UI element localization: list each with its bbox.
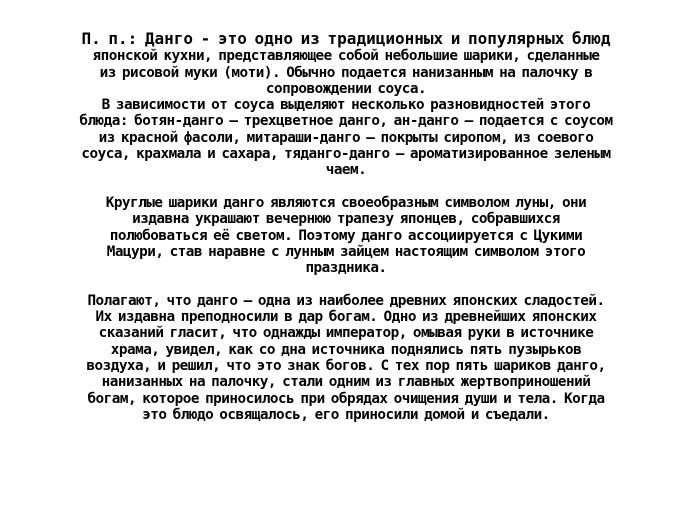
text-line: японской кухни, представляющее собой небольшие шарики, сделанные [92, 48, 600, 65]
text-line: сопровождении соуса. [265, 80, 427, 97]
text-line: из рисовой муки (моти). Обычно подается нанизанным на палочку в [99, 64, 593, 81]
text-line: из красной фасоли, митараши-данго – покрыты сиропом, из соевого [98, 129, 594, 146]
text-line: Мацури, став наравне с лунным зайцем настоящим символом этого [106, 243, 586, 260]
text-line: соуса, крахмала и сахара, тяданго-данго – ароматизированное зеленым [81, 146, 611, 163]
text-line: чаем. [325, 162, 367, 179]
text-line: богам, которое приносилось при обрядах очищения души и тела. Когда [87, 390, 605, 407]
paragraph-history [10, 293, 682, 423]
paragraph-spacer [10, 276, 682, 292]
text-line: блюда: ботян-данго – трехцветное данго, ан-данго – подается с соусом [79, 113, 613, 130]
text-line: Круглые шарики данго являются своеобразным символом луны, они [105, 194, 587, 211]
paragraph-definition [10, 30, 682, 179]
text-line: Полагают, что данго – одна из наиболее древних японских сладостей. [87, 292, 605, 309]
text-line: воздуха, и решил, что это знак богов. С тех пор пять шариков данго, [86, 357, 606, 374]
text-line: издавна украшают вечернюю трапезу японцев, собравшихся [132, 211, 560, 228]
text-line: полюбоваться её светом. Поэтому данго ассоциируется с Цукими [109, 227, 583, 244]
text-line: Их издавна преподносили в дар богам. Одно из древнейших японских [95, 309, 597, 326]
text-line: праздника. [305, 260, 387, 277]
paragraph-moon-symbol [10, 195, 682, 276]
text-line: В зависимости от соуса выделяют несколько разновидностей этого [101, 97, 591, 114]
text-line: храма, увидел, как со дна источника поднялись пять пузырьков [110, 341, 582, 358]
document-text [10, 30, 682, 423]
text-line: это блюдо освящалось, его приносили домой и съедали. [142, 406, 550, 423]
text-line: П. п.: Данго - это одно из традиционных и популярных блюд [81, 29, 611, 48]
text-line: сказаний гласит, что однажды император, омывая руки в источнике [98, 325, 594, 342]
paragraph-spacer [10, 179, 682, 195]
text-line: нанизанных на палочку, стали одним из главных жертвоприношений [101, 374, 591, 391]
